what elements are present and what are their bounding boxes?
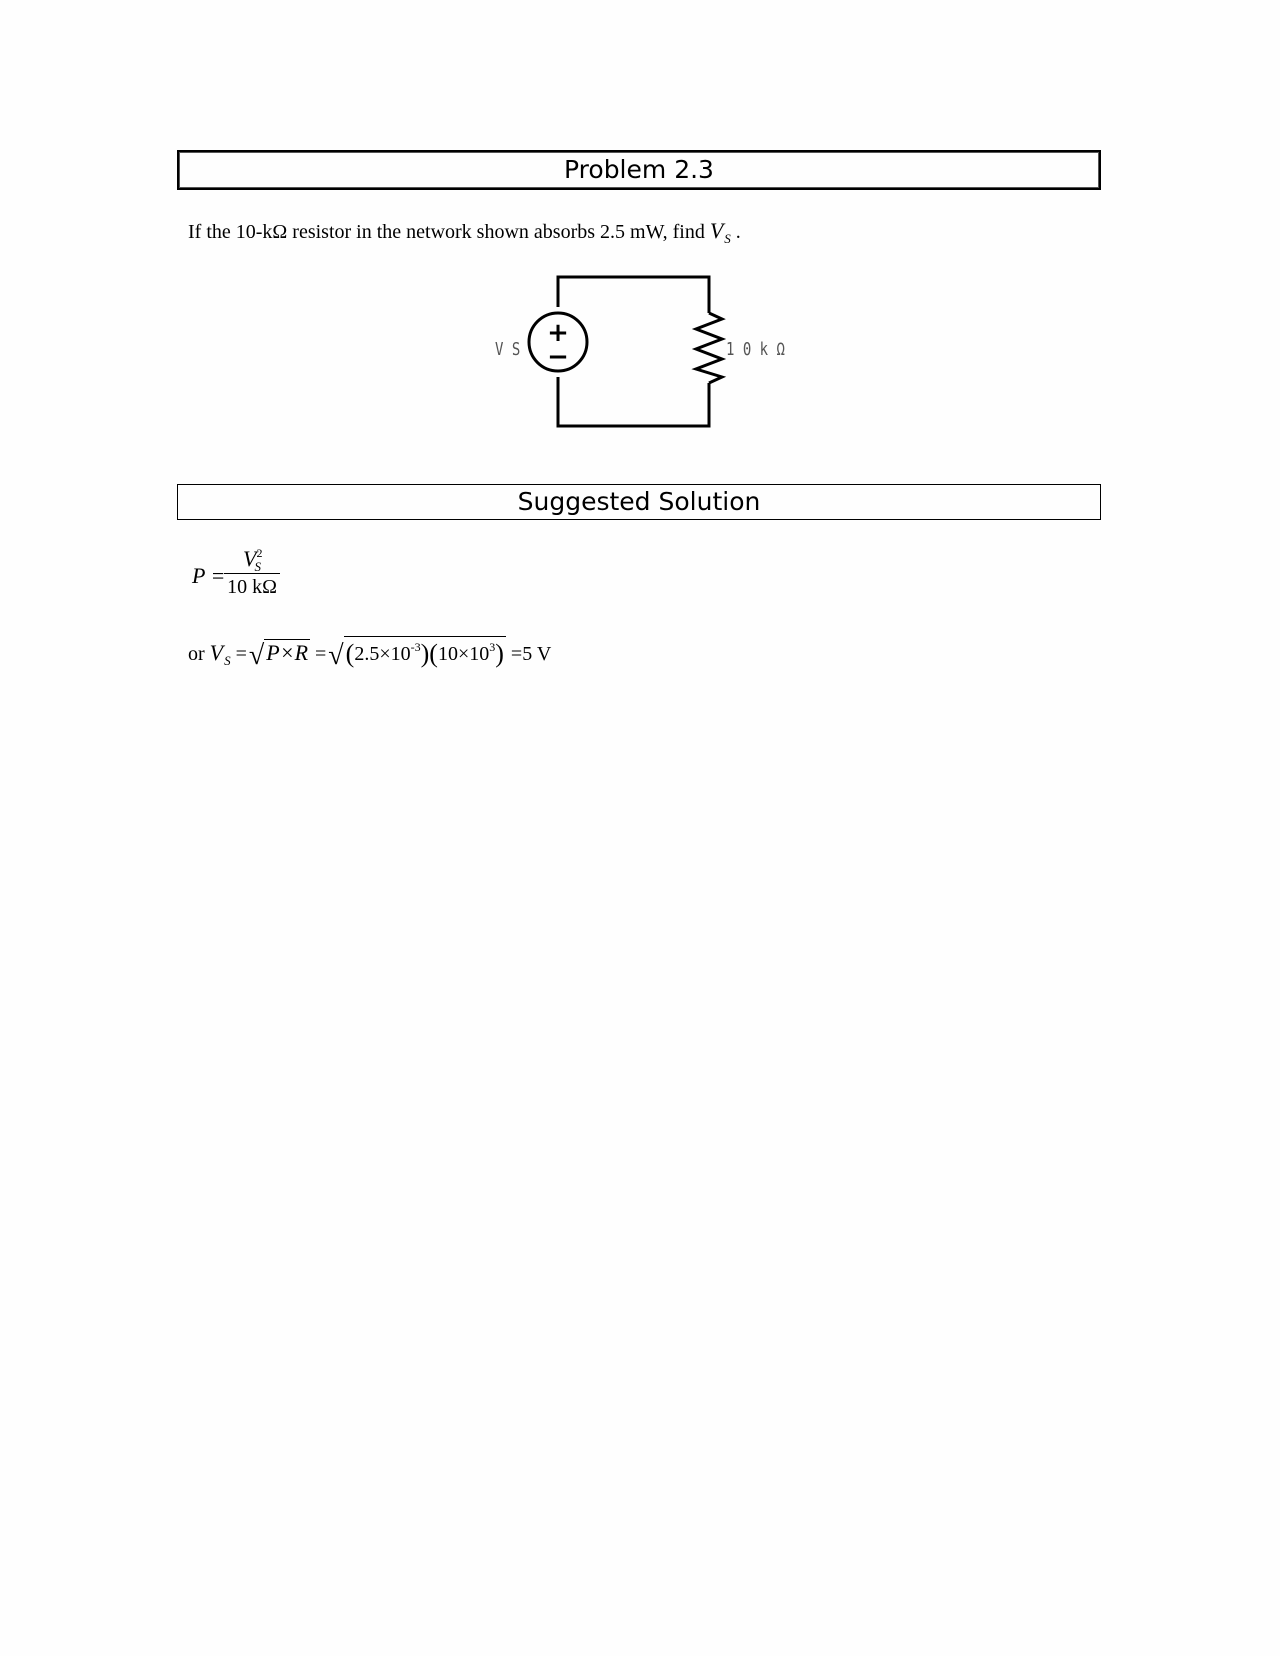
paren-open-1: ( — [345, 639, 355, 668]
statement-variable-sub: S — [724, 231, 731, 246]
resistor-zigzag — [696, 313, 722, 383]
fraction-denominator: 10 kΩ — [227, 576, 277, 598]
term2-sup: 3 — [489, 640, 496, 654]
eq2-var: V — [209, 640, 224, 665]
fraction-numerator — [226, 545, 278, 573]
numerator-var: V — [243, 546, 257, 571]
resistor-label: 1 0 k Ω — [726, 338, 785, 360]
paren-close-2: ) — [495, 639, 504, 668]
source-minus: − — [547, 342, 569, 372]
eq2-var-sub: S — [224, 653, 231, 668]
numerator-sub: S — [254, 559, 261, 574]
problem-statement — [188, 218, 741, 244]
term1: 2.5×10 — [354, 643, 411, 665]
circuit-diagram — [480, 265, 800, 435]
power-fraction — [226, 545, 278, 600]
numerator-sup: 2 — [256, 546, 263, 560]
eq2-prefix: or — [188, 643, 210, 665]
source-plus: + — [547, 318, 569, 348]
problem-title-box — [177, 150, 1101, 190]
voltage-equation — [188, 636, 552, 671]
eq2-equals-b: = — [310, 643, 327, 665]
sqrt-radicand-2 — [344, 636, 506, 667]
eq2-equals-a: = — [230, 643, 247, 665]
paren-open-2: ( — [429, 639, 438, 668]
problem-title: Problem 2.3 — [564, 155, 714, 184]
circuit-wire-bottom — [558, 377, 709, 426]
statement-text: If the 10-kΩ resistor in the network shown absorbs 2.5 mW, find — [188, 221, 710, 243]
paren-close-1: ) — [420, 639, 430, 668]
statement-variable: V — [709, 218, 724, 243]
statement-end: . — [730, 221, 741, 243]
term2: 10×10 — [437, 643, 490, 665]
source-label: V S — [495, 338, 521, 360]
solution-title: Suggested Solution — [517, 487, 761, 516]
term1-sup: -3 — [410, 640, 421, 654]
circuit-wire-top — [558, 277, 709, 313]
power-lhs: P = — [192, 563, 226, 588]
sqrt-radicand-1: P×R — [266, 640, 309, 665]
sqrt-symbol-1: √ — [248, 640, 265, 671]
eq2-result: =5 V — [505, 643, 552, 665]
solution-title-box — [177, 484, 1101, 520]
sqrt-symbol-2: √ — [328, 640, 344, 671]
